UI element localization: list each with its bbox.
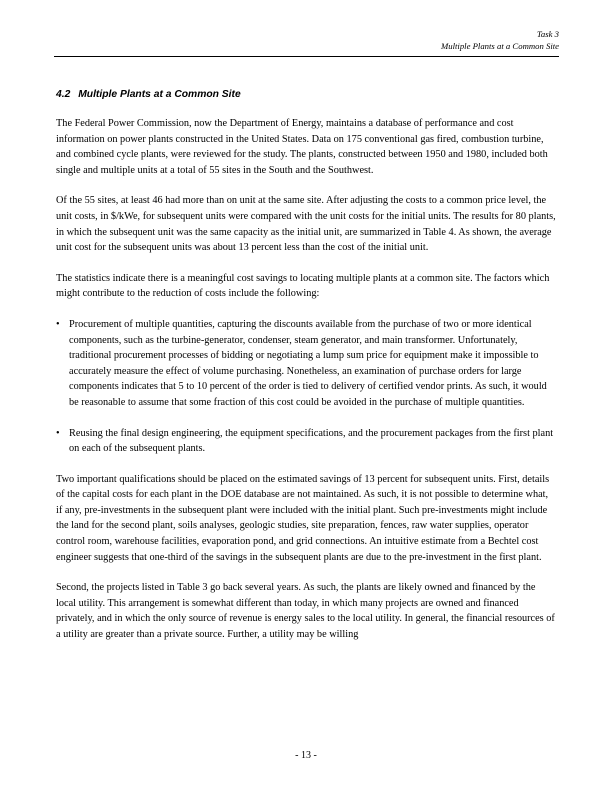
header-subtitle: Multiple Plants at a Common Site — [441, 41, 559, 51]
bullet-item — [56, 426, 556, 457]
bullet-marker: • — [56, 427, 60, 439]
header-task: Task 3 — [536, 29, 559, 39]
bullet-item — [56, 317, 556, 411]
header-divider — [54, 56, 559, 57]
paragraph: The Federal Power Commission, now the Department of Energy, maintains a database of performance and cost information on power plants constructed in the United States. Data on 175 conventional gas fired, combustion turbine, and combined cycle plants, were reviewed for the study. The plants, constructed between 1950 and 1980, included both single and multiple units at a total of 55 sites in the South and the Southwest. — [56, 118, 548, 176]
section-number: 4.2 — [56, 89, 71, 100]
section-heading — [56, 87, 556, 102]
running-header — [441, 28, 559, 52]
bullet-marker: • — [56, 318, 60, 330]
bullet-text: Procurement of multiple quantities, capturing the discounts available from the purchase of two or more identical components, such as the turbine-generator, condenser, steam generator, and main transformer. Unfortunately, traditional procurement processes of bidding or negotiating a lump sum price for equipment make it impossible to accurately measure the effect of volume purchasing. Nonetheless, an examination of purchase orders for large components indicates that 5 to 10 percent of the order is tied to delivery of certified vendor prints. As such, it would be reasonable to assume that some fraction of this cost could be avoided in the purchase of multiple quantities. — [69, 318, 547, 408]
paragraph: Of the 55 sites, at least 46 had more than on unit at the same site. After adjusting the costs to a common price level, the unit costs, in $/kWe, for subsequent units were compared with the unit costs for the initial units. The results for 80 plants, in which the subsequent unit was the same capacity as the initial unit, are summarized in Table 4. As shown, the average unit cost for the subsequent units was about 13 percent less than the cost of the initial unit. — [56, 195, 556, 254]
bullet-text: Reusing the final design engineering, the equipment specifications, and the procurement packages from the first plant on each of the subsequent plants. — [69, 427, 554, 455]
section-title: Multiple Plants at a Common Site — [78, 89, 241, 100]
paragraph: The statistics indicate there is a meaningful cost savings to locating multiple plants at a common site. The factors which might contribute to the reduction of costs include the following: — [56, 272, 550, 300]
page-body — [56, 87, 556, 658]
bullet-list — [56, 317, 556, 457]
page-number: - 13 - — [295, 750, 317, 761]
paragraph: Two important qualifications should be placed on the estimated savings of 13 percent for subsequent units. First, details of the capital costs for each plant in the DOE database are not maintained. As such, it is not possible to determine what, if any, pre-investments in the subsequent plant were included with the initial plant. Such pre-investments might include the land for the second plant, soils analyses, geologic studies, site preparation, fences, raw water supplies, operator control room, warehouse facilities, evaporation pond, and grid connections. An intuitive estimate from a Bechtel cost engineer suggests that one-third of the savings in the subsequent plants are due to the pre-investment in the first plant. — [56, 473, 550, 563]
paragraph: Second, the projects listed in Table 3 go back several years. As such, the plants are likely owned and financed by the local utility. This arrangement is somewhat different than today, in which many projects are owned and financed privately, and in which the only source of revenue is energy sales to the local utility. In general, the financial resources of a utility are greater than a private source. Further, a utility may be willing — [56, 582, 555, 641]
